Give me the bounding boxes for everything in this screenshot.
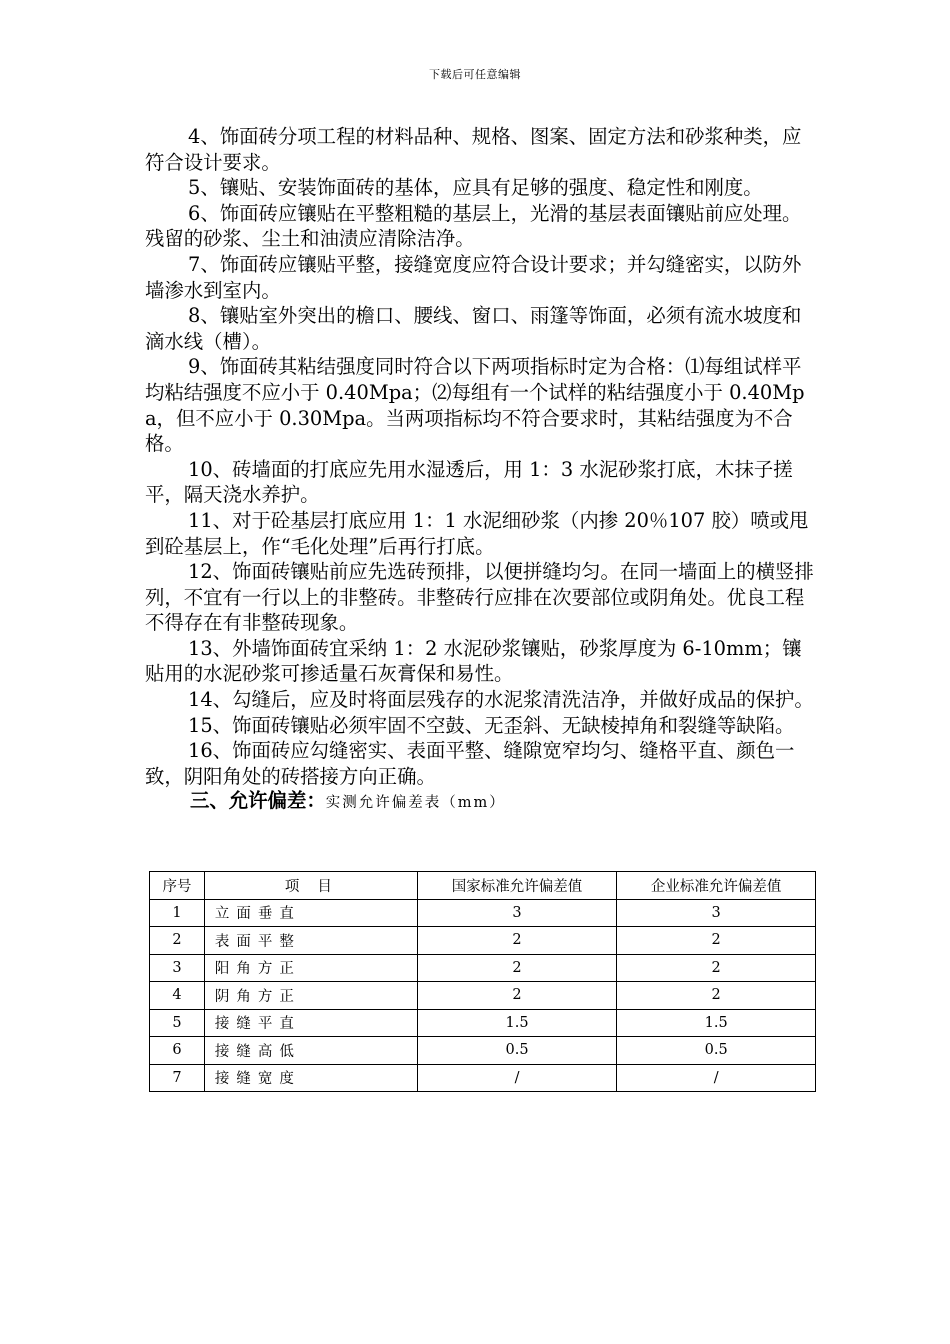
paragraph-item-10: 10、砖墙面的打底应先用水湿透后，用 1：3 水泥砂浆打底，木抹子搓平，隔天浇水养护。 [145, 457, 793, 507]
cell-item: 阳角方正 [204, 954, 417, 982]
cell-serial: 6 [150, 1037, 205, 1065]
cell-national: 2 [417, 982, 617, 1010]
paragraph-item-9: 9、饰面砖其粘结强度同时符合以下两项指标时定为合格：⑴每组试样平均粘结强度不应小于 0.40Mpa；⑵每组有一个试样的粘结强度小于 0.40Mpa，但不应小于 0.30Mpa。当两项指标均不符合要求时，其粘结强度为不合格。 [145, 355, 805, 456]
cell-item: 立面垂直 [204, 899, 417, 927]
paragraph-item-4: 4、饰面砖分项工程的材料品种、规格、图案、固定方法和砂浆种类，应符合设计要求。 [145, 125, 802, 174]
paragraph-item-6: 6、饰面砖应镶贴在平整粗糙的基层上，光滑的基层表面镶贴前应处理。残留的砂浆、尘土和油渍应清除洁净。 [145, 201, 802, 251]
cell-item: 阴角方正 [204, 982, 417, 1010]
table-row [150, 1009, 816, 1037]
section-title: 三、允许偏差： [190, 789, 326, 813]
table-row [150, 899, 816, 927]
cell-national: 2 [417, 927, 617, 955]
cell-enterprise: 3 [617, 899, 816, 927]
cell-enterprise: 1.5 [617, 1009, 816, 1037]
paragraph-item-5: 5、镶贴、安装饰面砖的基体，应具有足够的强度、稳定性和刚度。 [188, 176, 763, 200]
header-item: 项目 [204, 872, 417, 900]
document-body [145, 124, 820, 815]
cell-serial: 2 [150, 927, 205, 955]
section-heading [145, 789, 820, 815]
table-row [150, 982, 816, 1010]
cell-serial: 5 [150, 1009, 205, 1037]
cell-serial: 4 [150, 982, 205, 1010]
paragraph-item-13: 13、外墙饰面砖宜采纳 1：2 水泥砂浆镶贴，砂浆厚度为 6-10mm；镶贴用的水泥砂浆可掺适量石灰膏保和易性。 [145, 636, 802, 686]
cell-item: 表面平整 [204, 927, 417, 955]
cell-enterprise: 0.5 [617, 1037, 816, 1065]
cell-enterprise: 2 [617, 954, 816, 982]
paragraph-item-8: 8、镶贴室外突出的檐口、腰线、窗口、雨篷等饰面，必须有流水坡度和滴水线（槽）。 [145, 304, 802, 353]
header-enterprise-standard: 企业标准允许偏差值 [617, 872, 816, 900]
cell-enterprise: 2 [617, 927, 816, 955]
page-header: 下载后可任意编辑 [429, 68, 521, 81]
cell-item: 接缝平直 [204, 1009, 417, 1037]
table-row [150, 1064, 816, 1092]
paragraph-item-16: 16、饰面砖应勾缝密实、表面平整、缝隙宽窄均匀、缝格平直、颜色一致，阴阳角处的砖搭接方向正确。 [145, 739, 795, 788]
paragraph-item-14: 14、勾缝后，应及时将面层残存的水泥浆清洗洁净，并做好成品的保护。 [188, 688, 814, 712]
table-row [150, 927, 816, 955]
paragraph-item-12: 12、饰面砖镶贴前应先选砖预排，以便拼缝均匀。在同一墙面上的横竖排列，不宜有一行以上的非整砖。非整砖行应排在次要部位或阴角处。优良工程不得存在有非整砖现象。 [145, 560, 814, 635]
cell-serial: 7 [150, 1064, 205, 1092]
paragraph-item-7: 7、饰面砖应镶贴平整，接缝宽度应符合设计要求；并勾缝密实，以防外墙渗水到室内。 [145, 252, 802, 302]
deviation-table [149, 871, 816, 1092]
cell-national: / [417, 1064, 617, 1092]
paragraph-item-11: 11、对于砼基层打底应用 1：1 水泥细砂浆（内掺 20％107 胶）喷或甩到砼基层上，作“毛化处理”后再行打底。 [145, 508, 809, 558]
cell-enterprise: 2 [617, 982, 816, 1010]
cell-national: 3 [417, 899, 617, 927]
table-row [150, 1037, 816, 1065]
cell-item: 接缝高低 [204, 1037, 417, 1065]
header-serial: 序号 [150, 872, 205, 900]
table-caption: 实测允许偏差表（mm） [325, 795, 506, 812]
cell-serial: 3 [150, 954, 205, 982]
cell-serial: 1 [150, 899, 205, 927]
paragraph-item-15: 15、饰面砖镶贴必须牢固不空鼓、无歪斜、无缺棱掉角和裂缝等缺陷。 [188, 713, 795, 737]
header-national-standard: 国家标准允许偏差值 [417, 872, 617, 900]
cell-enterprise: / [617, 1064, 816, 1092]
cell-item: 接缝宽度 [204, 1064, 417, 1092]
cell-national: 1.5 [417, 1009, 617, 1037]
cell-national: 0.5 [417, 1037, 617, 1065]
table-header-row [150, 872, 816, 900]
cell-national: 2 [417, 954, 617, 982]
table-row [150, 954, 816, 982]
